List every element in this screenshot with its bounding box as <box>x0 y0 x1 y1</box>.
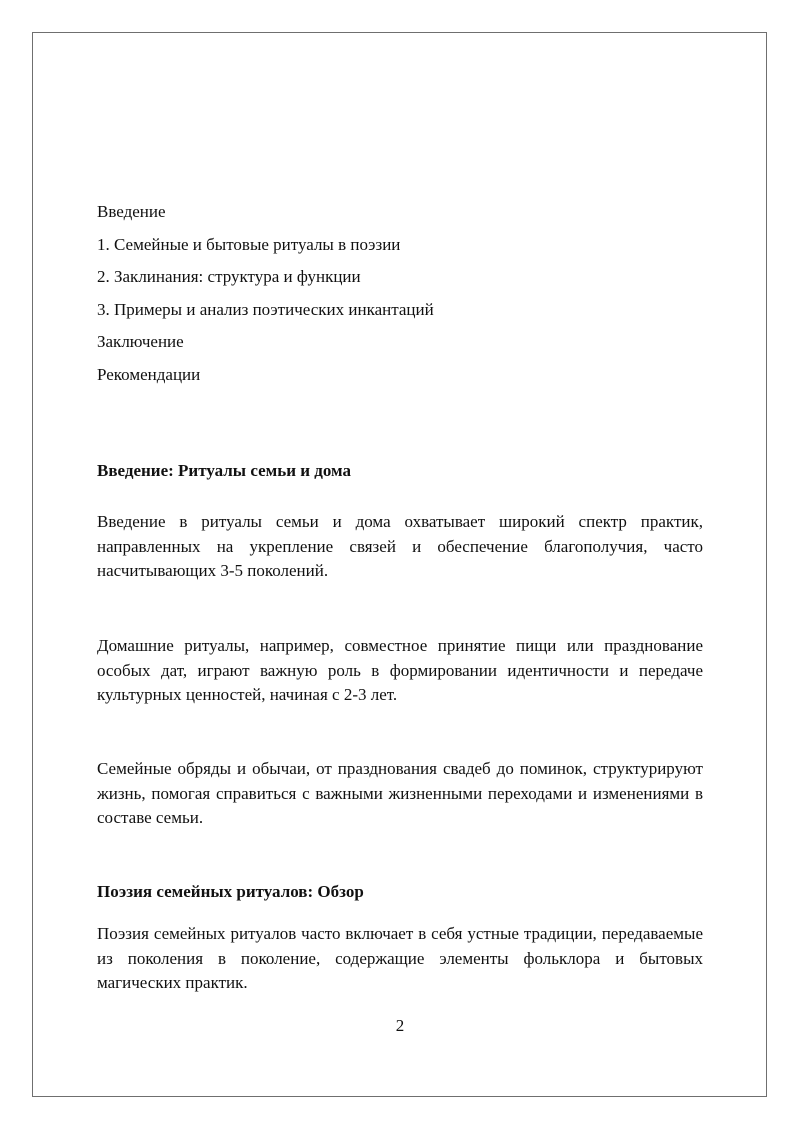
page-number: 2 <box>395 1016 405 1035</box>
intro-paragraph-2: Домашние ритуалы, например, совместное принятие пищи или празднование особых дат, играют важную роль в формировании идентичности и передаче культурных ценностей, начиная с 2-3 лет. <box>97 636 703 704</box>
intro-paragraph-1: Введение в ритуалы семьи и дома охватывает широкий спектр практик, направленных на укрепление связей и обеспечение благополучия, часто насчитывающих 3-5 поколений. <box>97 512 703 580</box>
toc-item-chapter-3: 3. Примеры и анализ поэтических инкантаций <box>97 300 434 319</box>
section-heading-intro: Введение: Ритуалы семьи и дома <box>97 461 352 480</box>
intro-paragraph-3: Семейные обряды и обычаи, от празднования свадеб до поминок, структурируют жизнь, помогая справиться с важными жизненными переходами и изменениями в составе семьи. <box>97 759 703 827</box>
toc-item-introduction: Введение <box>97 202 166 221</box>
toc-item-recommendations: Рекомендации <box>97 365 201 384</box>
toc-item-chapter-2: 2. Заклинания: структура и функции <box>97 267 361 286</box>
poetry-paragraph-1: Поэзия семейных ритуалов часто включает в себя устные традиции, передаваемые из поколения в поколение, содержащие элементы фольклора и бытовых магических практик. <box>97 924 703 992</box>
toc-item-chapter-1: 1. Семейные и бытовые ритуалы в поэзии <box>97 235 401 254</box>
section-heading-poetry: Поэзия семейных ритуалов: Обзор <box>97 882 364 901</box>
toc-item-conclusion: Заключение <box>97 332 184 351</box>
